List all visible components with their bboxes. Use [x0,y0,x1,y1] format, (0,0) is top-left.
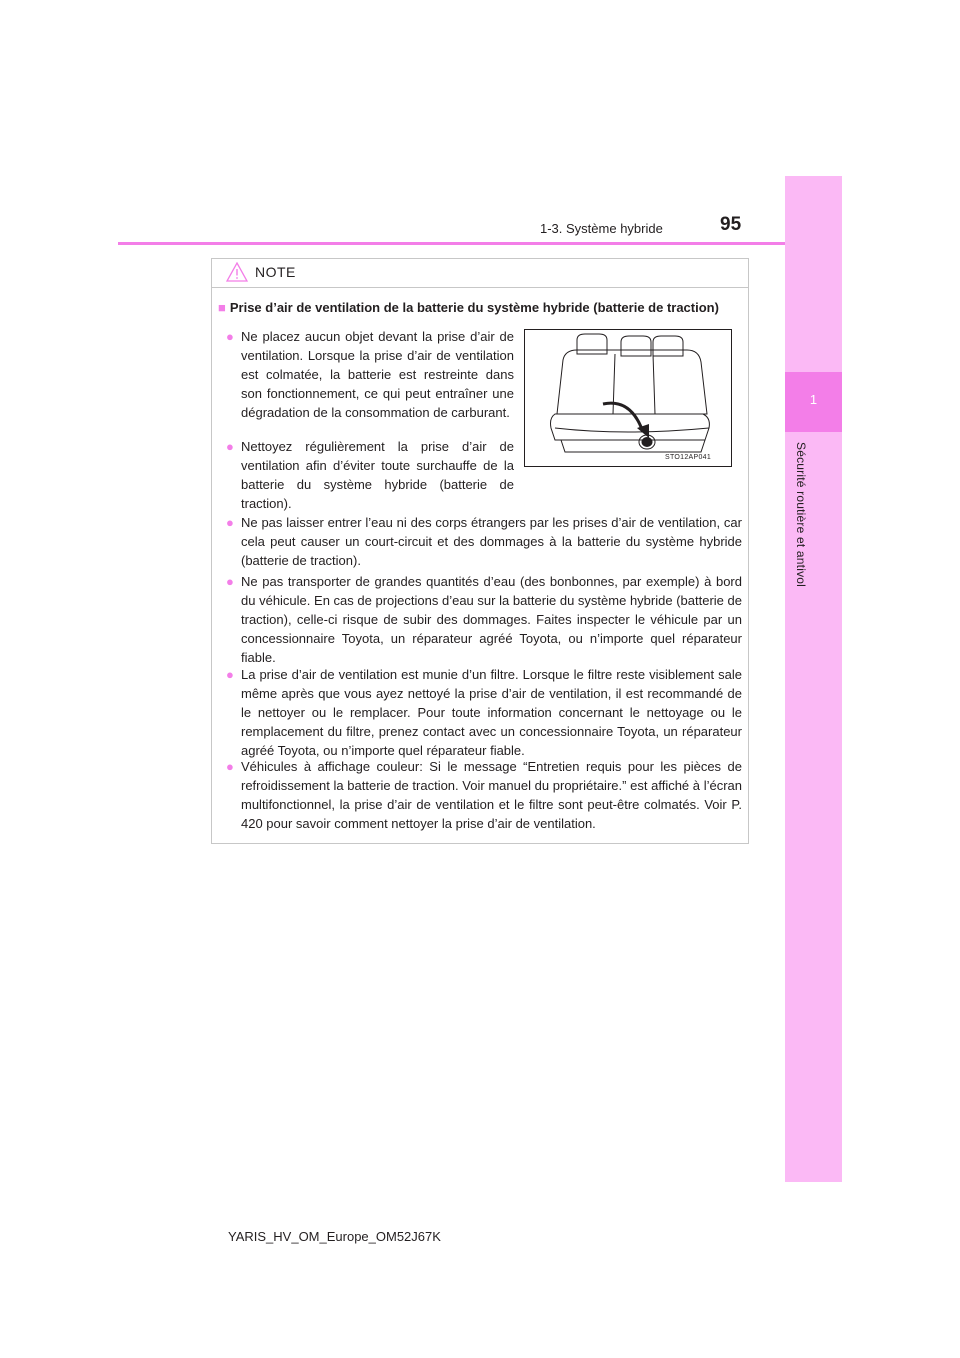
chapter-side-tab [785,176,842,1182]
square-bullet-icon: ■ [218,300,226,315]
list-item: ● La prise d’air de ventilation est munie d’un filtre. Lorsque le filtre reste visiblement sale même après que vous ayez nettoyé la prise d’air de ventilation, il est recommandé de le nettoyer ou le remplacer. Pour toute information concernant le nettoyage ou le remplacement du filtre, prenez contact avec un concessionnaire Toyota, un réparateur agréé Toyota, ou n’importe quel réparateur fiable. [226,667,742,759]
document-id: YARIS_HV_OM_Europe_OM52J67K [228,1229,441,1244]
rear-seat-drawing [525,330,731,466]
note-subheading [218,300,748,315]
rear-seat-illustration [524,329,732,467]
header-rule [118,242,785,245]
bullet-dot-icon: ● [226,329,234,344]
list-item: ● Nettoyez régulièrement la prise d’air de ventilation afin d’éviter toute surchauffe de la batterie du système hybride (batterie de traction). [226,439,514,512]
section-title: 1-3. Système hybride [540,221,663,236]
note-label: NOTE [255,264,296,280]
figure-code: STO12AP041 [665,454,712,461]
bullet-dot-icon: ● [226,574,234,589]
list-item: ● Ne pas transporter de grandes quantités d’eau (des bonbonnes, par exemple) à bord du véhicule. En cas de projections d’eau sur la batterie du système hybride (batterie de traction), celle-ci risque de subir des dommages. Faites inspecter le véhicule par un concessionnaire Toyota, un réparateur agréé Toyota, ou n’importe quel réparateur fiable. [226,574,742,666]
note-divider [211,287,749,288]
chapter-title: Sécurité routière et antivol [794,442,808,588]
subheading-text: Prise d’air de ventilation de la batterie du système hybride (batterie de traction) [229,300,719,315]
list-item: ● Ne pas laisser entrer l’eau ni des corps étrangers par les prises d’air de ventilation, car cela peut causer un court-circuit et des dommages à la batterie du système hybride (batterie de traction). [226,515,742,569]
bullet-dot-icon: ● [226,439,234,454]
warning-triangle-icon [226,262,248,282]
bullet-dot-icon: ● [226,515,234,530]
bullet-dot-icon: ● [226,759,234,774]
bullet-dot-icon: ● [226,667,234,682]
list-item: ● Ne placez aucun objet devant la prise d’air de ventilation. Lorsque la prise d’air de ventilation est colmatée, la batterie est restreinte dans son fonctionnement, ce qui peut entraîner une dégradation de la consommation de carburant. [226,329,514,421]
page-number: 95 [720,214,742,235]
chapter-number: 1 [809,392,818,407]
list-item: ● Véhicules à affichage couleur: Si le message “Entretien requis pour les pièces de refroidissement la batterie de traction. Voir manuel du propriétaire.” est affiché à l’écran multifonctionnel, la prise d’air de ventilation et le filtre sont peut-être colmatés. Voir P. 420 pour savoir comment nettoyer la prise d’air de ventilation. [226,759,742,832]
